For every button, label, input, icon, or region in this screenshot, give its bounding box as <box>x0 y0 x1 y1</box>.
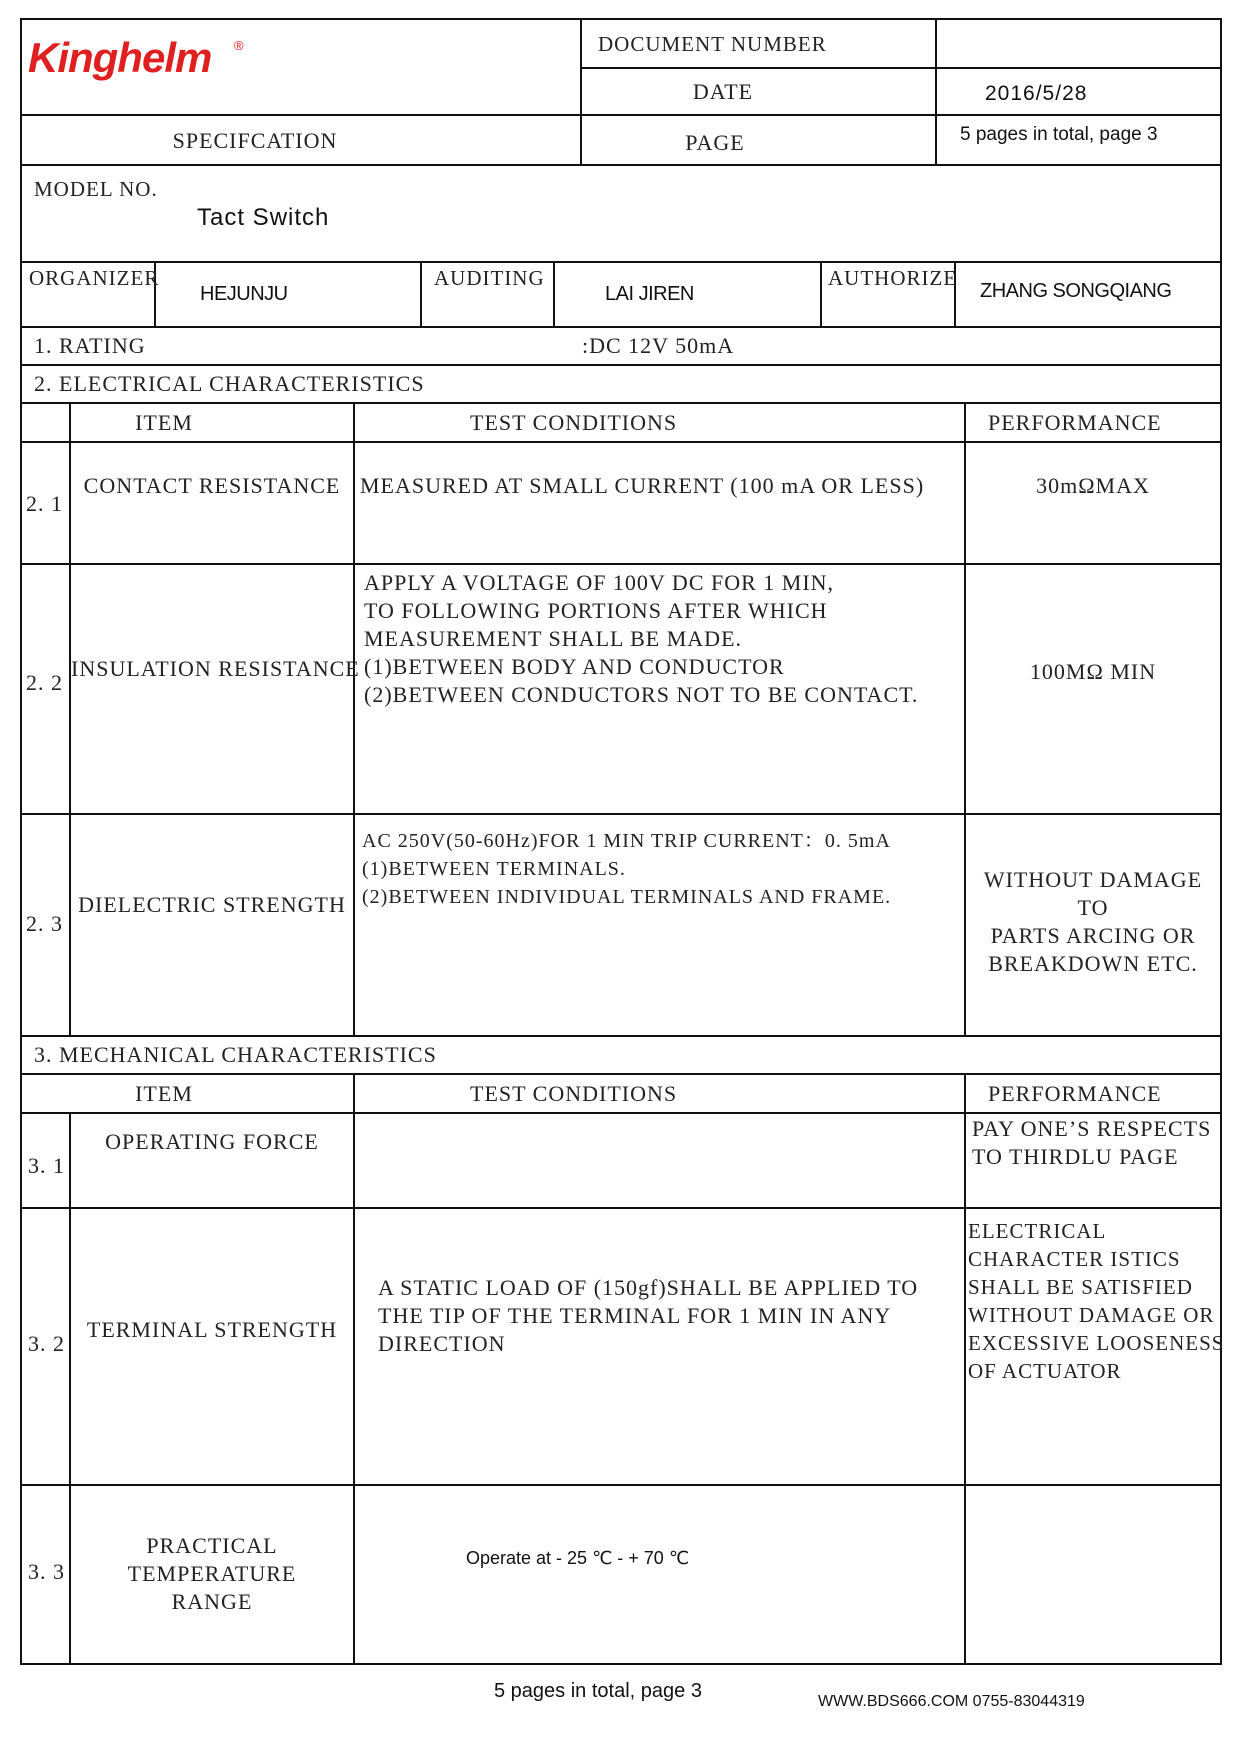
footer-contact: WWW.BDS666.COM 0755-83044319 <box>818 1693 1085 1710</box>
row-item: OPERATING FORCE <box>105 1129 319 1154</box>
organizer-value: HEJUNJU <box>200 283 288 305</box>
page-label: PAGE <box>685 130 745 155</box>
electrical-item-header: ITEM <box>135 410 193 435</box>
row-item: DIELECTRIC STRENGTH <box>78 892 346 917</box>
row-number: 3. 1 <box>28 1153 65 1178</box>
page-value: 5 pages in total, page 3 <box>960 124 1158 145</box>
date-label: DATE <box>692 79 754 104</box>
registered-mark: ® <box>234 38 244 53</box>
rating-label: 1. RATING <box>34 333 146 358</box>
authorize-label: AUTHORIZE <box>828 266 958 290</box>
row-performance: 30mΩMAX <box>1036 473 1150 498</box>
row-performance: 100MΩ MIN <box>1029 659 1157 684</box>
row-item: TERMINAL STRENGTH <box>86 1317 338 1342</box>
row-item: INSULATION RESISTANCE <box>71 656 360 681</box>
model-value: Tact Switch <box>197 204 330 231</box>
electrical-section-title: 2. ELECTRICAL CHARACTERISTICS <box>34 371 425 396</box>
mechanical-item-header: ITEM <box>135 1081 193 1106</box>
row-performance: ELECTRICAL CHARACTER ISTICS SHALL BE SATISFIED WITHOUT DAMAGE OR EXCESSIVE LOOSENESS OF ACTUATOR <box>968 1219 1225 1383</box>
mechanical-performance-header: PERFORMANCE <box>988 1081 1162 1106</box>
auditing-value: LAI JIREN <box>605 283 694 305</box>
footer-page-number: 5 pages in total, page 3 <box>494 1680 702 1702</box>
company-logo <box>28 34 211 82</box>
row-test-conditions: AC 250V(50-60Hz)FOR 1 MIN TRIP CURRENT：0. 5mA (1)BETWEEN TERMINALS. (2)BETWEEN INDIVIDUAL TERMINALS AND FRAME. <box>362 830 892 908</box>
row-number: 3. 3 <box>28 1559 65 1584</box>
row-number: 2. 2 <box>26 670 63 695</box>
mechanical-section-title: 3. MECHANICAL CHARACTERISTICS <box>34 1042 437 1067</box>
row-number: 2. 1 <box>26 491 63 516</box>
row-performance: WITHOUT DAMAGE TO PARTS ARCING OR BREAKDOWN ETC. <box>983 867 1203 976</box>
electrical-performance-header: PERFORMANCE <box>988 410 1162 435</box>
mechanical-test-header: TEST CONDITIONS <box>470 1081 678 1106</box>
row-test-conditions: MEASURED AT SMALL CURRENT (100 mA OR LESS) <box>360 473 925 498</box>
row-item: PRACTICAL TEMPERATURE RANGE <box>127 1533 297 1614</box>
model-label: MODEL NO. <box>34 177 158 201</box>
row-test-conditions: A STATIC LOAD OF (150gf)SHALL BE APPLIED TO THE TIP OF THE TERMINAL FOR 1 MIN IN ANY DIRECTION <box>378 1275 919 1356</box>
authorize-value: ZHANG SONGQIANG <box>980 280 1172 302</box>
organizer-label: ORGANIZER <box>29 266 160 290</box>
row-test-conditions: Operate at - 25 ℃ - + 70 ℃ <box>466 1548 690 1568</box>
logo-text: Kinghelm <box>28 34 212 81</box>
date-value: 2016/5/28 <box>985 82 1088 105</box>
rating-value: :DC 12V 50mA <box>582 333 735 358</box>
auditing-label: AUDITING <box>434 266 545 290</box>
row-test-conditions: APPLY A VOLTAGE OF 100V DC FOR 1 MIN, TO FOLLOWING PORTIONS AFTER WHICH MEASUREMENT SHALL BE MADE. (1)BETWEEN BODY AND CONDUCTOR (2)BETWEEN CONDUCTORS NOT TO BE CONTACT. <box>364 570 919 707</box>
doc-number-label: DOCUMENT NUMBER <box>598 32 827 56</box>
row-performance: PAY ONE’S RESPECTS TO THIRDLU PAGE <box>972 1116 1212 1169</box>
specification-label: SPECIFCATION <box>172 128 338 153</box>
electrical-test-header: TEST CONDITIONS <box>470 410 678 435</box>
row-item: CONTACT RESISTANCE <box>83 473 341 498</box>
row-number: 3. 2 <box>28 1331 65 1356</box>
row-number: 2. 3 <box>26 911 63 936</box>
